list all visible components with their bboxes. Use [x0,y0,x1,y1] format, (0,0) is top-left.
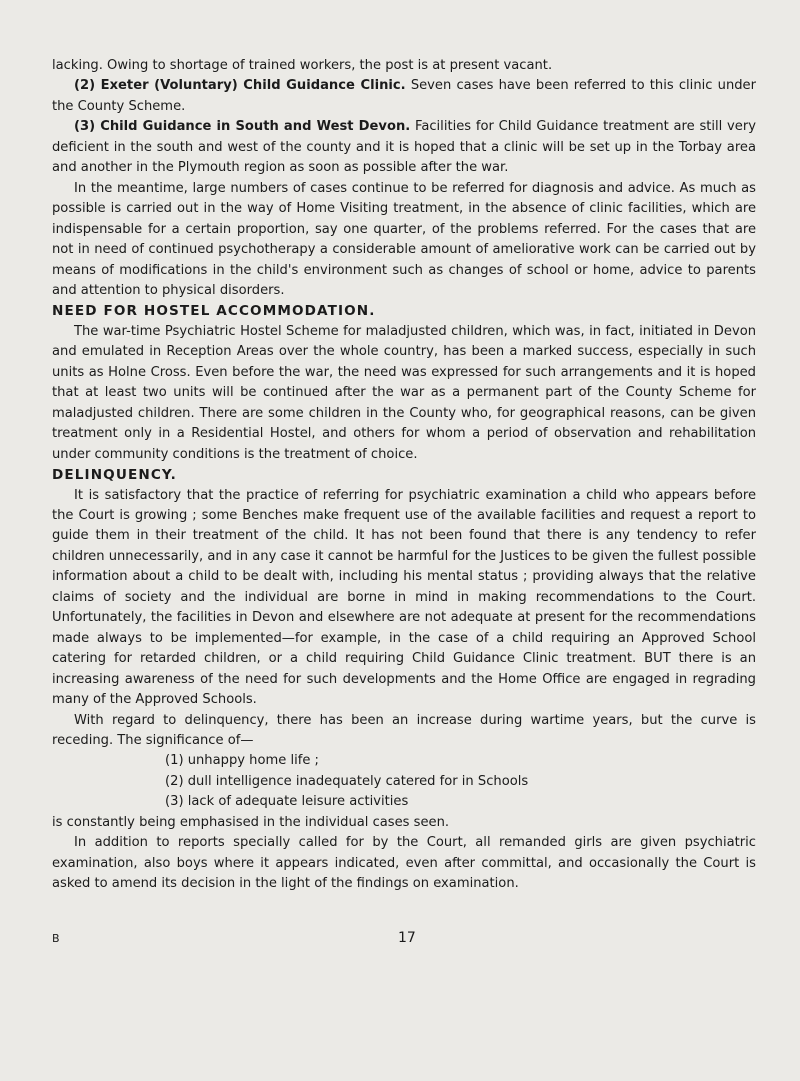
list-item: (3) lack of adequate leisure activities [165,794,409,810]
paragraph: It is satisfactory that the practice of referring for psychiatric examination a child who appears before the Court is growing ; some Benches make frequent use of the available facilities and request a report to guide them in their treatment of the child. It has not been found that there is any tendency to refer children unnecessarily, and in any case it cannot be harmful for the Justices to be given the fullest possible information about a child to be dealt with, including his mental status ; providing always that the relative claims of society and the individual are borne in mind in making recommendations to the Court. Unfortunately, the facilities in Devon and elsewhere are not adequate at present for the recommendations made always to be implemented—for example, in the case of a child requiring an Approved School catering for retarded children, or a child requiring Child Guidance Clinic treatment. BUT there is an increasing awareness of the need for such developments and the Home Office are engaged in regrading many of the Approved Schools. [52,487,756,708]
subheading: (3) Child Guidance in South and West Devon. [74,119,411,135]
section-heading-hostel: NEED FOR HOSTEL ACCOMMODATION. [52,303,376,320]
paragraph-text: Facilities for Child Guidance treatment are still very deficient in the south and west of the county and it is hoped that a clinic will be set up in the Torbay area and another in the Plymouth region as soon as possible after the war. [52,119,756,176]
paragraph: lacking. Owing to shortage of trained workers, the post is at present vacant. [52,58,553,73]
paragraph-exeter-clinic [52,76,756,117]
subheading: (2) Exeter (Voluntary) Child Guidance Clinic. [74,78,406,94]
paragraph: In addition to reports specially called for by the Court, all remanded girls are given psychiatric examination, also boys where it appears indicated, even after committal, and occasionally the Court is asked to amend its decision in the light of the findings on examination. [52,835,756,892]
page-footer [52,930,756,952]
paragraph-south-west-devon [52,117,756,178]
paragraph: is constantly being emphasised in the individual cases seen. [52,814,450,830]
document-body [52,56,756,895]
signature-mark: B [52,932,60,945]
list-item: (2) dull intelligence inadequately catered for in Schools [165,773,529,789]
list-item: (1) unhappy home life ; [165,753,319,769]
page-number: 17 [398,930,416,946]
paragraph: The war-time Psychiatric Hostel Scheme for maladjusted children, which was, in fact, initiated in Devon and emulated in Reception Areas over the whole country, has been a marked success, especially in such units as Holne Cross. Even before the war, the need was expressed for such arrangements and it is hoped that at least two units will be continued after the war as a permanent part of the County Scheme for maladjusted children. There are some children in the County who, for geographical reasons, can be given treatment only in a Residential Hostel, and others for whom a period of observation and rehabilitation under community conditions is the treatment of choice. [52,323,756,462]
paragraph: With regard to delinquency, there has been an increase during wartime years, but the curve is receding. The significance of— [52,712,756,748]
paragraph-text: Seven cases have been referred to this clinic under the County Scheme. [52,78,756,114]
section-heading-delinquency: DELINQUENCY. [52,467,177,484]
paragraph: In the meantime, large numbers of cases continue to be referred for diagnosis and advice. As much as possible is carried out in the way of Home Visiting treatment, in the absence of clinic facilities, which are indispensable for a certain proportion, say one quarter, of the problems referred. For the cases that are not in need of continued psychotherapy a considerable amount of ameliorative work can be carried out by means of modifications in the child's environment such as changes of school or home, advice to parents and attention to physical disorders. [52,180,756,298]
